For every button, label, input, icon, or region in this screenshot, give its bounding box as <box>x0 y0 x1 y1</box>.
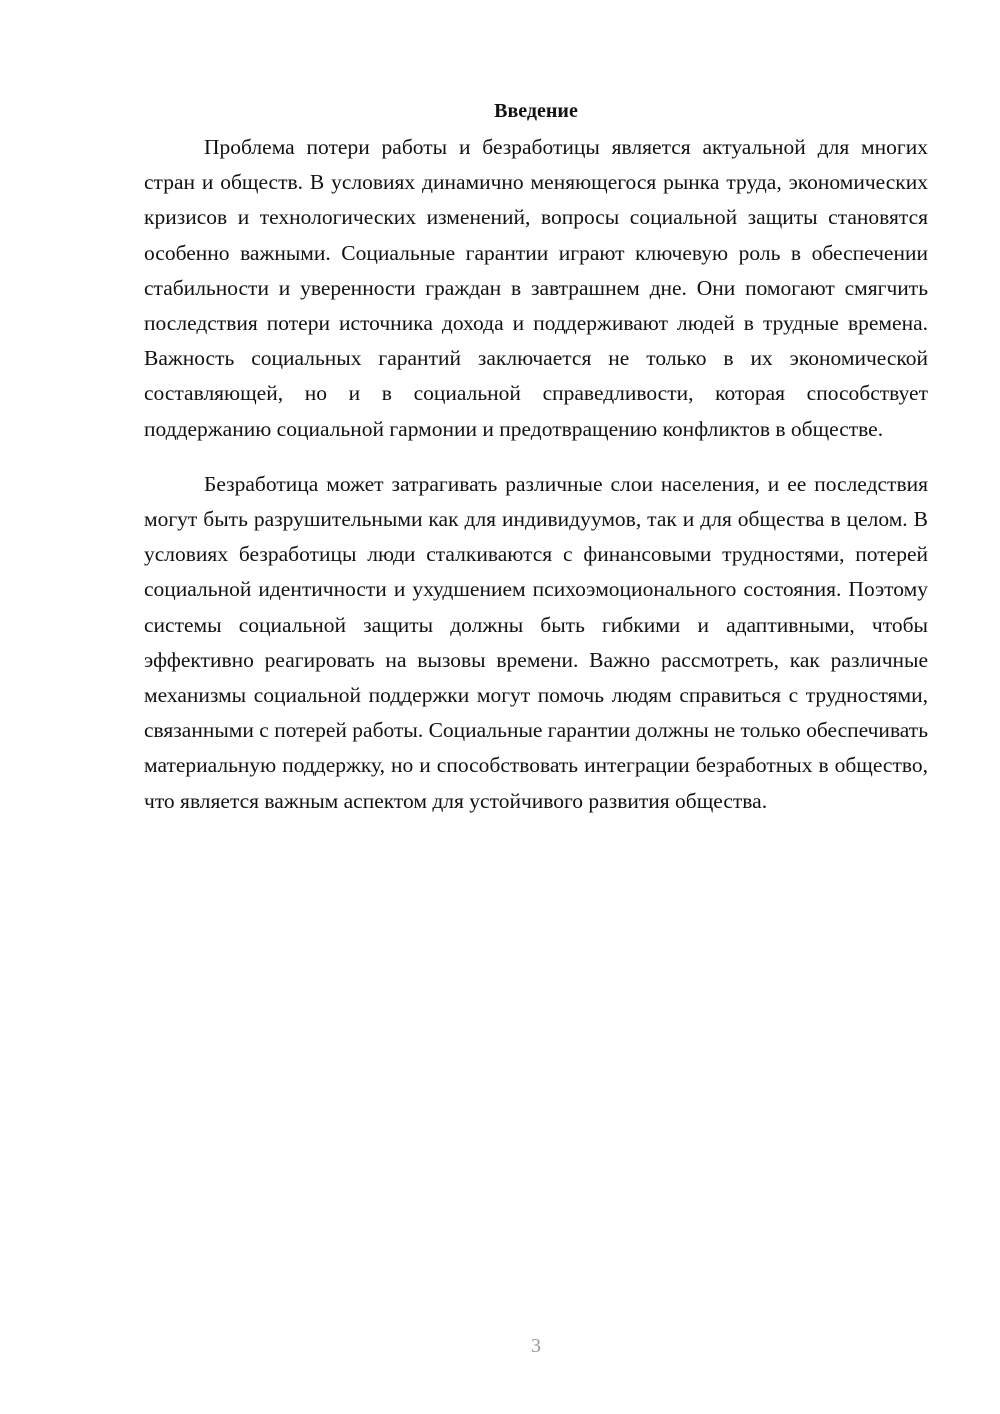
paragraph-2: Безработица может затрагивать различные слои населения, и ее последствия могут быть разрушительными как для индивидуумов, так и для общества в целом. В условиях безработицы люди сталкиваются с финансовыми трудностями, потерей социальной идентичности и ухудшением психоэмоционального состояния. Поэтому системы социальной защиты должны быть гибкими и адаптивными, чтобы эффективно реагировать на вызовы времени. Важно рассмотреть, как различные механизмы социальной поддержки могут помочь людям справиться с трудностями, связанными с потерей работы. Социальные гарантии должны не только обеспечивать материальную поддержку, но и способствовать интеграции безработных в общество, что является важным аспектом для устойчивого развития общества. <box>144 471 928 813</box>
page-number-text: 3 <box>531 1335 541 1357</box>
paragraph-1: Проблема потери работы и безработицы является актуальной для многих стран и обществ. В условиях динамично меняющегося рынка труда, экономических кризисов и технологических изменений, вопросы социальной защиты становятся особенно важными. Социальные гарантии играют ключевую роль в обеспечении стабильности и уверенности граждан в завтрашнем дне. Они помогают смягчить последствия потери источника дохода и поддерживают людей в трудные времена. Важность социальных гарантий заключается не только в их экономической составляющей, но и в социальной справедливости, которая способствует поддержанию социальной гармонии и предотвращению конфликтов в обществе. <box>144 135 928 441</box>
section-title: Введение <box>494 100 578 122</box>
page-number <box>0 1334 1000 1358</box>
page-content <box>144 96 928 819</box>
